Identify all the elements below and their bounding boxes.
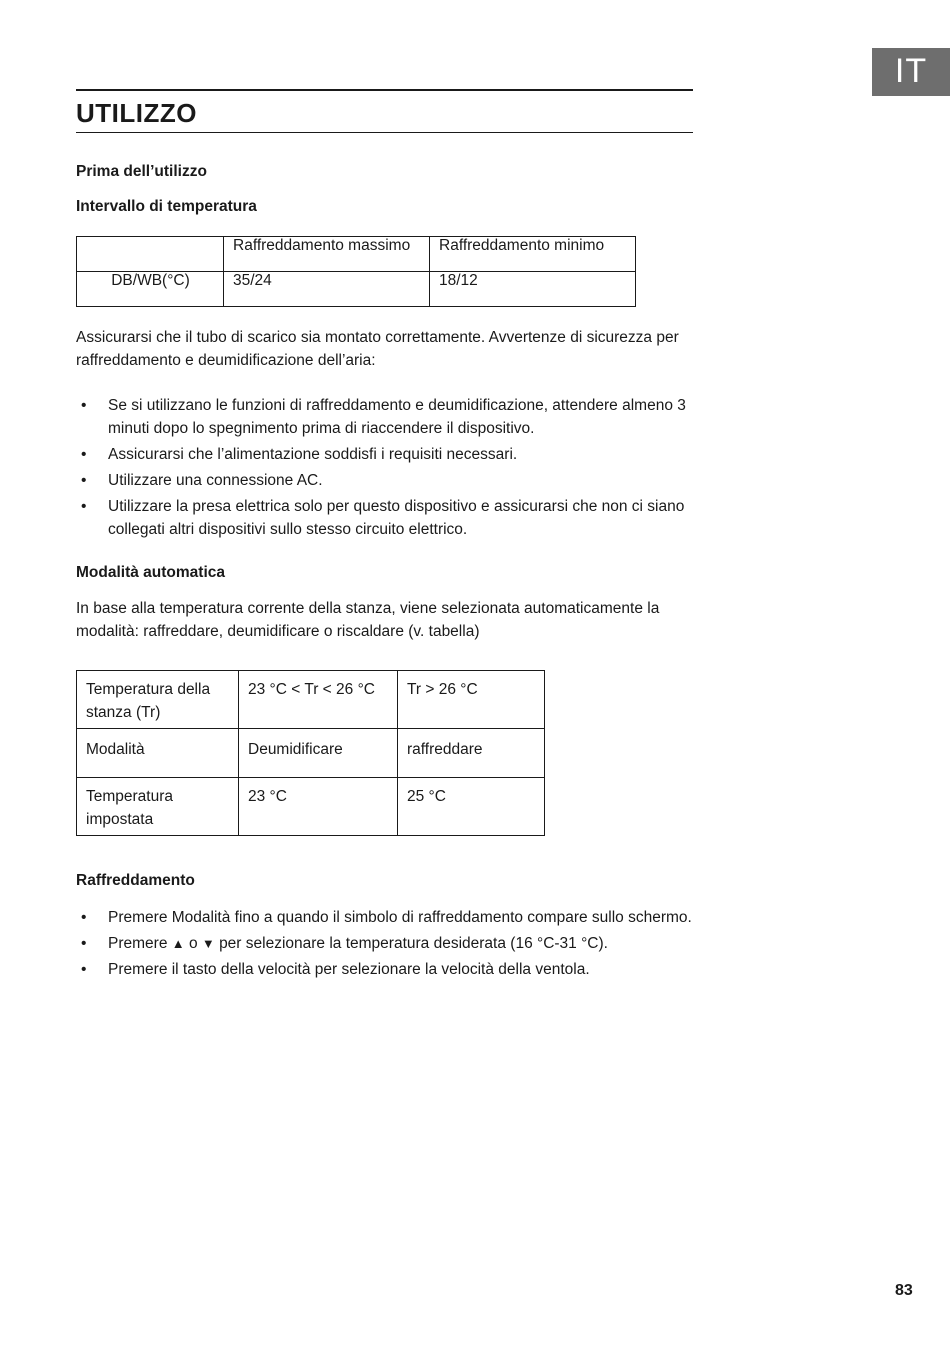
section-rule-top (76, 89, 693, 91)
list-item (76, 394, 701, 440)
table-header-cell: Raffreddamento massimo (224, 237, 430, 272)
cooling-bullet-list (76, 906, 701, 984)
table-cell: Deumidificare (239, 729, 398, 778)
prima-heading: Prima dell’utilizzo (76, 163, 207, 180)
list-item-text: per selezionare la temperatura desiderata (16 °C-31 °C). (219, 935, 608, 952)
auto-mode-paragraph: In base alla temperatura corrente della stanza, viene selezionata automaticamente la modalità: raffreddare, deumidificare o riscaldare (v. tabella) (76, 600, 660, 640)
triangle-down-icon: ▼ (201, 936, 215, 951)
bullet: • (81, 935, 87, 952)
drain-pipe-paragraph: Assicurarsi che il tubo di scarico sia montato correttamente. Avvertenze di sicurezza per raffreddamento e deumidificazione dell’aria: (76, 329, 679, 369)
list-item-text: Premere (108, 935, 168, 952)
list-item (76, 958, 701, 981)
list-item-text: Premere il tasto della velocità per selezionare la velocità della ventola. (108, 961, 590, 978)
section-rule-bottom (76, 132, 693, 133)
table-row (77, 729, 545, 778)
list-item (76, 495, 701, 541)
list-item-text: Utilizzare la presa elettrica solo per questo dispositivo e assicurarsi che non ci siano collegati altri dispositivi sullo stesso circuito elettrico. (108, 498, 685, 538)
list-item (76, 469, 701, 492)
triangle-up-icon: ▲ (171, 936, 185, 951)
auto-mode-table (76, 670, 545, 836)
temperature-range-table (76, 236, 636, 307)
table-cell: Temperatura impostata (77, 778, 239, 836)
section-title: UTILIZZO (76, 98, 197, 128)
table-row (77, 671, 545, 729)
list-item-text: Se si utilizzano le funzioni di raffreddamento e deumidificazione, attendere almeno 3 minuti dopo lo spegnimento prima di riaccendere il dispositivo. (108, 397, 686, 437)
list-item (76, 932, 701, 955)
list-item-text: Utilizzare una connessione AC. (108, 472, 323, 489)
cooling-heading: Raffreddamento (76, 872, 195, 889)
safety-bullet-list (76, 394, 701, 544)
table-cell: 18/12 (430, 272, 636, 307)
table-header-cell: Raffreddamento minimo (430, 237, 636, 272)
bullet: • (81, 498, 87, 515)
page-number: 83 (895, 1282, 913, 1299)
list-item-text: Premere Modalità fino a quando il simbolo di raffreddamento compare sullo schermo. (108, 909, 692, 926)
table-cell: raffreddare (398, 729, 545, 778)
bullet: • (81, 909, 87, 926)
table-cell: 23 °C (239, 778, 398, 836)
table-cell: Modalità (77, 729, 239, 778)
auto-mode-heading: Modalità automatica (76, 564, 225, 581)
table-row (77, 778, 545, 836)
intervallo-heading: Intervallo di temperatura (76, 198, 257, 215)
bullet: • (81, 961, 87, 978)
list-item (76, 906, 701, 929)
bullet: • (81, 397, 87, 414)
table-cell: DB/WB(°C) (77, 272, 224, 307)
table-cell (77, 237, 224, 272)
list-item-text: o (188, 935, 198, 952)
bullet: • (81, 446, 87, 463)
table-cell: 23 °C < Tr < 26 °C (239, 671, 398, 729)
bullet: • (81, 472, 87, 489)
table-cell: 25 °C (398, 778, 545, 836)
table-cell: 35/24 (224, 272, 430, 307)
table-row (77, 272, 636, 307)
table-cell: Temperatura della stanza (Tr) (77, 671, 239, 729)
table-row (77, 237, 636, 272)
table-cell: Tr > 26 °C (398, 671, 545, 729)
list-item (76, 443, 701, 466)
list-item-text: Assicurarsi che l’alimentazione soddisfi i requisiti necessari. (108, 446, 518, 463)
language-tab: IT (872, 48, 950, 96)
